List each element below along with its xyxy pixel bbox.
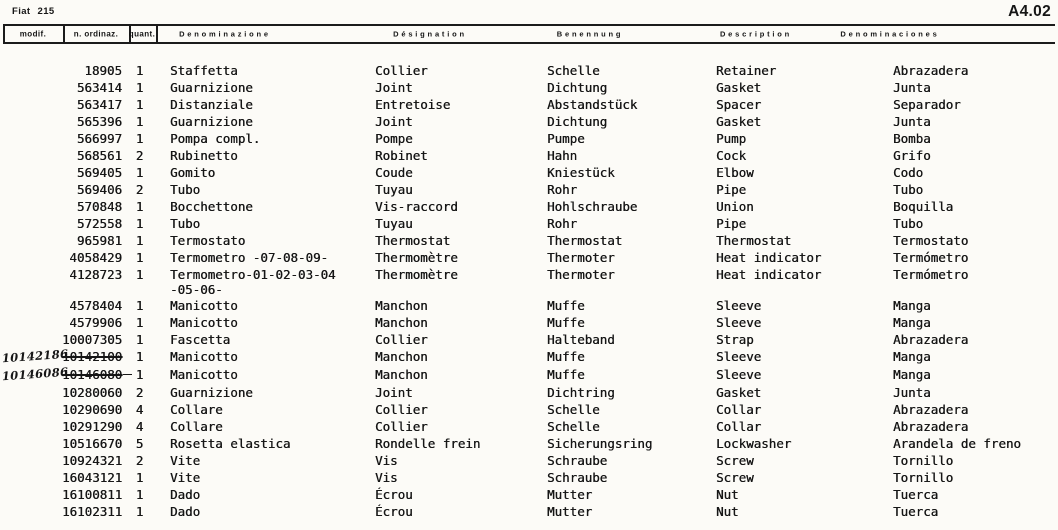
name-french: Joint bbox=[375, 385, 413, 400]
name-spanish: Manga bbox=[893, 298, 931, 313]
quantity: 1 bbox=[135, 267, 144, 282]
name-italian: Manicotto bbox=[170, 349, 238, 364]
table-row bbox=[0, 181, 1058, 198]
column-header-modif: modif. bbox=[19, 29, 47, 39]
name-spanish: Junta bbox=[893, 114, 931, 129]
quantity: 1 bbox=[135, 131, 144, 146]
table-row bbox=[0, 147, 1058, 164]
name-italian: Guarnizione bbox=[170, 385, 253, 400]
quantity: 1 bbox=[135, 97, 144, 112]
name-french: Collier bbox=[375, 402, 428, 417]
column-header-description: Description bbox=[719, 29, 793, 39]
parts-table-body bbox=[0, 62, 1058, 520]
part-number: 563417 bbox=[76, 97, 122, 112]
column-header-denominazione: Denominazione bbox=[179, 29, 271, 39]
name-french: Coude bbox=[375, 165, 413, 180]
part-number: 4578404 bbox=[69, 298, 122, 313]
name-italian: Vite bbox=[170, 470, 201, 485]
quantity: 1 bbox=[135, 233, 144, 248]
header-divider bbox=[156, 26, 158, 42]
name-spanish: Abrazadera bbox=[893, 419, 969, 434]
part-number: 16100811 bbox=[62, 487, 123, 502]
part-number: 572558 bbox=[76, 216, 122, 231]
name-german: Schraube bbox=[547, 470, 608, 485]
name-german: Hohlschraube bbox=[547, 199, 638, 214]
name-german: Thermoter bbox=[547, 250, 615, 265]
name-english: Collar bbox=[716, 402, 762, 417]
table-row bbox=[0, 249, 1058, 266]
table-row bbox=[0, 418, 1058, 435]
name-spanish: Separador bbox=[893, 97, 961, 112]
name-german: Kniestück bbox=[547, 165, 615, 180]
name-german: Mutter bbox=[547, 504, 593, 519]
name-french: Collier bbox=[375, 332, 428, 347]
part-number: 10007305 bbox=[62, 332, 123, 347]
name-german: Hahn bbox=[547, 148, 578, 163]
name-german: Muffe bbox=[547, 349, 585, 364]
name-german: Thermoter bbox=[547, 267, 615, 282]
name-spanish: Tubo bbox=[893, 182, 924, 197]
name-german: Dichtung bbox=[547, 114, 608, 129]
name-italian: Rubinetto bbox=[170, 148, 238, 163]
quantity: 1 bbox=[135, 63, 144, 78]
name-italian: Termometro-01-02-03-04 bbox=[170, 267, 336, 282]
quantity: 1 bbox=[135, 470, 144, 485]
name-italian: Gomito bbox=[170, 165, 216, 180]
name-spanish: Termostato bbox=[893, 233, 969, 248]
name-spanish: Arandela de freno bbox=[893, 436, 1021, 451]
quantity: 2 bbox=[135, 453, 144, 468]
part-number: 965981 bbox=[76, 233, 122, 248]
name-english: Strap bbox=[716, 332, 754, 347]
name-english: Pipe bbox=[716, 216, 747, 231]
quantity: 1 bbox=[135, 315, 144, 330]
name-german: Dichtring bbox=[547, 385, 615, 400]
part-number: 4579906 bbox=[69, 315, 122, 330]
quantity: 1 bbox=[135, 349, 144, 364]
name-spanish: Abrazadera bbox=[893, 63, 969, 78]
table-row bbox=[0, 164, 1058, 181]
name-german: Schelle bbox=[547, 63, 600, 78]
name-french: Joint bbox=[375, 114, 413, 129]
name-english: Heat indicator bbox=[716, 267, 822, 282]
name-spanish: Tuerca bbox=[893, 504, 939, 519]
name-italian: Bocchettone bbox=[170, 199, 253, 214]
name-spanish: Grifo bbox=[893, 148, 931, 163]
part-number: 4058429 bbox=[69, 250, 122, 265]
name-italian: Tubo bbox=[170, 216, 201, 231]
column-header-quantity: quant. bbox=[128, 29, 156, 39]
name-spanish: Abrazadera bbox=[893, 332, 969, 347]
table-row bbox=[0, 130, 1058, 147]
quantity: 2 bbox=[135, 385, 144, 400]
quantity: 1 bbox=[135, 298, 144, 313]
name-spanish: Tornillo bbox=[893, 470, 954, 485]
name-spanish: Tubo bbox=[893, 216, 924, 231]
name-english: Retainer bbox=[716, 63, 777, 78]
name-italian-continuation: -05-06- bbox=[170, 282, 223, 297]
name-french: Manchon bbox=[375, 349, 428, 364]
name-german: Muffe bbox=[547, 298, 585, 313]
quantity: 1 bbox=[135, 332, 144, 347]
quantity: 1 bbox=[135, 80, 144, 95]
name-german: Thermostat bbox=[547, 233, 623, 248]
name-english: Elbow bbox=[716, 165, 754, 180]
part-number: 563414 bbox=[76, 80, 122, 95]
column-header-benennung: Benennung bbox=[556, 29, 624, 39]
name-italian: Guarnizione bbox=[170, 114, 253, 129]
name-english: Nut bbox=[716, 487, 739, 502]
name-french: Thermomètre bbox=[375, 250, 458, 265]
name-italian: Manicotto bbox=[170, 298, 238, 313]
name-german: Rohr bbox=[547, 182, 578, 197]
part-number: 10146080 bbox=[62, 367, 132, 382]
name-spanish: Boquilla bbox=[893, 199, 954, 214]
part-number: 16043121 bbox=[62, 470, 123, 485]
quantity: 1 bbox=[135, 367, 144, 382]
name-italian: Rosetta elastica bbox=[170, 436, 291, 451]
name-english: Gasket bbox=[716, 114, 762, 129]
name-french: Écrou bbox=[375, 487, 413, 502]
column-header-ordinal: n. ordinaz. bbox=[73, 29, 119, 39]
name-english: Collar bbox=[716, 419, 762, 434]
name-english: Thermostat bbox=[716, 233, 792, 248]
name-german: Dichtung bbox=[547, 80, 608, 95]
name-french: Collier bbox=[375, 419, 428, 434]
name-english: Spacer bbox=[716, 97, 762, 112]
name-english: Lockwasher bbox=[716, 436, 792, 451]
header-divider bbox=[3, 26, 5, 42]
name-french: Vis bbox=[375, 470, 398, 485]
name-french: Thermomètre bbox=[375, 267, 458, 282]
quantity: 1 bbox=[135, 114, 144, 129]
name-german: Rohr bbox=[547, 216, 578, 231]
name-french: Écrou bbox=[375, 504, 413, 519]
name-spanish: Junta bbox=[893, 80, 931, 95]
name-french: Manchon bbox=[375, 367, 428, 382]
name-spanish: Abrazadera bbox=[893, 402, 969, 417]
name-german: Muffe bbox=[547, 315, 585, 330]
table-row bbox=[0, 486, 1058, 503]
quantity: 1 bbox=[135, 250, 144, 265]
name-italian: Dado bbox=[170, 504, 201, 519]
table-row bbox=[0, 469, 1058, 486]
modif-handwritten-annotation: 10142186 bbox=[1, 346, 69, 366]
name-german: Muffe bbox=[547, 367, 585, 382]
quantity: 2 bbox=[135, 148, 144, 163]
name-italian: Pompa compl. bbox=[170, 131, 261, 146]
quantity: 5 bbox=[135, 436, 144, 451]
part-number: 565396 bbox=[76, 114, 122, 129]
name-spanish: Termómetro bbox=[893, 267, 969, 282]
name-german: Abstandstück bbox=[547, 97, 638, 112]
part-number: 569405 bbox=[76, 165, 122, 180]
name-english: Sleeve bbox=[716, 298, 762, 313]
table-row bbox=[0, 266, 1058, 297]
table-row bbox=[0, 314, 1058, 331]
quantity: 2 bbox=[135, 182, 144, 197]
name-german: Sicherungsring bbox=[547, 436, 653, 451]
name-french: Joint bbox=[375, 80, 413, 95]
name-german: Mutter bbox=[547, 487, 593, 502]
name-french: Vis-raccord bbox=[375, 199, 458, 214]
table-row bbox=[0, 79, 1058, 96]
quantity: 1 bbox=[135, 216, 144, 231]
modif-handwritten-annotation: 10146086 bbox=[1, 364, 69, 384]
part-number: 10924321 bbox=[62, 453, 123, 468]
name-english: Gasket bbox=[716, 385, 762, 400]
table-row bbox=[0, 401, 1058, 418]
name-spanish: Junta bbox=[893, 385, 931, 400]
quantity: 1 bbox=[135, 504, 144, 519]
quantity: 4 bbox=[135, 419, 144, 434]
name-english: Cock bbox=[716, 148, 747, 163]
table-row bbox=[0, 348, 1058, 366]
name-italian: Collare bbox=[170, 419, 223, 434]
name-spanish: Bomba bbox=[893, 131, 931, 146]
table-row bbox=[0, 198, 1058, 215]
name-english: Sleeve bbox=[716, 349, 762, 364]
name-spanish: Tuerca bbox=[893, 487, 939, 502]
table-row bbox=[0, 384, 1058, 401]
name-english: Screw bbox=[716, 470, 754, 485]
name-italian: Dado bbox=[170, 487, 201, 502]
name-spanish: Manga bbox=[893, 349, 931, 364]
page-code: A4.02 bbox=[1008, 3, 1051, 20]
name-italian: Tubo bbox=[170, 182, 201, 197]
table-row bbox=[0, 96, 1058, 113]
name-spanish: Tornillo bbox=[893, 453, 954, 468]
column-header-designation: Désignation bbox=[393, 29, 467, 39]
name-french: Entretoise bbox=[375, 97, 451, 112]
name-italian: Vite bbox=[170, 453, 201, 468]
quantity: 1 bbox=[135, 199, 144, 214]
name-italian: Manicotto bbox=[170, 367, 238, 382]
table-row bbox=[0, 503, 1058, 520]
name-german: Schraube bbox=[547, 453, 608, 468]
name-english: Pipe bbox=[716, 182, 747, 197]
quantity: 1 bbox=[135, 165, 144, 180]
name-french: Robinet bbox=[375, 148, 428, 163]
table-header bbox=[3, 24, 1055, 44]
table-row bbox=[0, 435, 1058, 452]
part-number: 10290690 bbox=[62, 402, 123, 417]
name-english: Union bbox=[716, 199, 754, 214]
part-number: 569406 bbox=[76, 182, 122, 197]
name-spanish: Termómetro bbox=[893, 250, 969, 265]
name-spanish: Manga bbox=[893, 315, 931, 330]
name-french: Pompe bbox=[375, 131, 413, 146]
name-german: Pumpe bbox=[547, 131, 585, 146]
name-english: Nut bbox=[716, 504, 739, 519]
table-row bbox=[0, 366, 1058, 384]
name-french: Tuyau bbox=[375, 182, 413, 197]
part-number: 10516670 bbox=[62, 436, 123, 451]
name-italian: Fascetta bbox=[170, 332, 231, 347]
column-header-denominaciones: Denominaciones bbox=[840, 29, 940, 39]
name-italian: Collare bbox=[170, 402, 223, 417]
table-row bbox=[0, 331, 1058, 348]
name-english: Heat indicator bbox=[716, 250, 822, 265]
name-french: Vis bbox=[375, 453, 398, 468]
part-number: 10280060 bbox=[62, 385, 123, 400]
name-german: Schelle bbox=[547, 402, 600, 417]
quantity: 4 bbox=[135, 402, 144, 417]
part-number: 566997 bbox=[76, 131, 122, 146]
name-english: Screw bbox=[716, 453, 754, 468]
name-french: Collier bbox=[375, 63, 428, 78]
table-row bbox=[0, 452, 1058, 469]
name-french: Manchon bbox=[375, 298, 428, 313]
name-italian: Distanziale bbox=[170, 97, 253, 112]
name-german: Halteband bbox=[547, 332, 615, 347]
name-german: Schelle bbox=[547, 419, 600, 434]
table-row bbox=[0, 297, 1058, 314]
name-french: Thermostat bbox=[375, 233, 451, 248]
part-number: 568561 bbox=[76, 148, 122, 163]
name-english: Sleeve bbox=[716, 315, 762, 330]
quantity: 1 bbox=[135, 487, 144, 502]
name-english: Pump bbox=[716, 131, 747, 146]
part-number: 570848 bbox=[76, 199, 122, 214]
table-row bbox=[0, 113, 1058, 130]
table-row bbox=[0, 232, 1058, 249]
part-number: 4128723 bbox=[69, 267, 122, 282]
part-number: 10142100 bbox=[62, 349, 123, 364]
name-english: Gasket bbox=[716, 80, 762, 95]
part-number: 10291290 bbox=[62, 419, 123, 434]
document-reference: Fiat 215 bbox=[12, 6, 55, 17]
name-french: Rondelle frein bbox=[375, 436, 481, 451]
name-italian: Termometro -07-08-09- bbox=[170, 250, 329, 265]
name-italian: Guarnizione bbox=[170, 80, 253, 95]
part-number: 16102311 bbox=[62, 504, 123, 519]
table-row bbox=[0, 215, 1058, 232]
name-english: Sleeve bbox=[716, 367, 762, 382]
name-italian: Staffetta bbox=[170, 63, 238, 78]
part-number: 18905 bbox=[84, 63, 122, 78]
name-french: Manchon bbox=[375, 315, 428, 330]
name-spanish: Manga bbox=[893, 367, 931, 382]
name-italian: Termostato bbox=[170, 233, 246, 248]
name-spanish: Codo bbox=[893, 165, 924, 180]
table-row bbox=[0, 62, 1058, 79]
header-divider bbox=[63, 26, 65, 42]
name-italian: Manicotto bbox=[170, 315, 238, 330]
name-french: Tuyau bbox=[375, 216, 413, 231]
